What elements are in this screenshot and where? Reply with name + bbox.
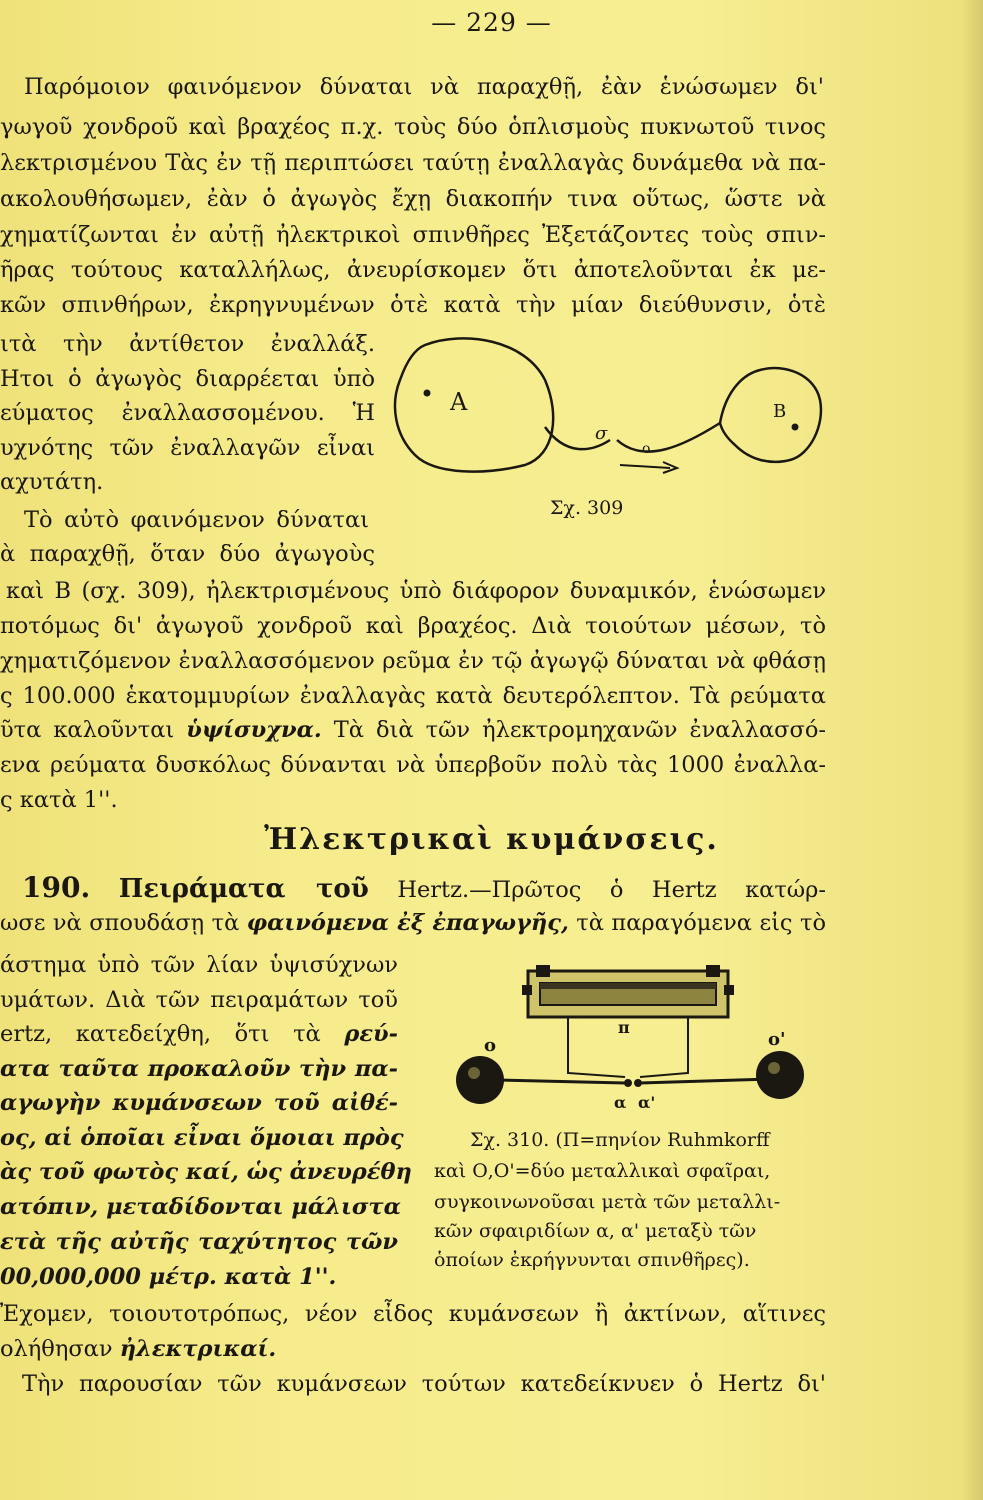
text-line [0,908,826,938]
conductor-A [395,338,553,471]
text-line: καὶ Β (σχ. 309), ἠλεκτρισμένους ὑπὸ διάφορον δυναμικόν, ἑνώσωμεν [6,578,826,604]
text-line [0,1019,398,1049]
text-line: ιτὰ τὴν ἀντίθετον ἐναλλάξ. [0,331,375,357]
sphere-O [456,1056,504,1104]
ruhmkorff-coil [522,965,734,1017]
wire-right [617,423,720,452]
emphasis-electric: ἠλεκτρικαί. [119,1336,277,1362]
section-190-title-line [22,873,826,905]
text-line: ὰ παραχθῇ, ὅταν δύο ἀγωγοὺς [0,541,375,567]
text-run: ῦτα καλοῦνται [0,717,175,743]
text-line: λεκτρισμένου Τὰς ἐν τῇ περιπτώσει ταύτῃ ἐναλλαγὰς δυνάμεθα νὰ πα- [0,150,826,176]
text-line: υμάτων. Διὰ τῶν πειραμάτων τοῦ [0,987,398,1013]
figure-310-caption-line: καὶ Ο,Ο'=δύο μεταλλικαὶ σφαῖραι, [434,1160,771,1182]
text-run: τὰ παραγόμενα εἰς τὸ [576,910,826,936]
label-A: A [450,388,468,416]
sphere-O-prime [756,1051,804,1099]
figure-310-caption-line: ὁποίων ἐκρήγνυνται σπινθῆρες). [434,1249,750,1271]
text-run: Hertz.—Πρῶτος ὁ Hertz κατώρ- [397,877,826,903]
emphasis-induction: φαινόμενα ἐξ ἐπαγωγῆς, [246,910,569,936]
label-B: B [773,401,787,422]
section-heading: Ἠλεκτρικαὶ κυμάνσεις. [264,822,719,857]
text-line: χηματίζωνται ἐν αὐτῇ ἠλεκτρικοὶ σπινθῆρες Ἐξετάζοντες τοὺς σπιν- [0,222,826,248]
text-line: χηματιζόμενον ἐναλλασσόμενον ρεῦμα ἐν τῷ ἀγωγῷ δύναται νὰ φθάσῃ [0,648,826,674]
text-run: ωσε νὰ σπουδάσῃ τὰ [0,910,240,936]
conductor-B [720,368,821,462]
emphasis-line: ατα ταῦτα προκαλοῦν τὴν πα- [0,1056,398,1082]
text-line: ενα ρεύματα δυσκόλως δύνανται νὰ ὑπερβοῦν πολὺ τὰς 1000 ἐναλλα- [0,752,826,778]
text-line: γωγοῦ χονδροῦ καὶ βραχέος π.χ. τοὺς δύο ὁπλισμοὺς πυκνωτοῦ τινος [0,114,826,140]
emphasis-line: ατόπιν, μεταδίδονται μάλιστα [0,1194,401,1220]
emphasis-hypsisychna: ὑψίσυχνα. [186,717,322,743]
text-line: ς 100.000 ἑκατομμυρίων ἐναλλαγὰς κατὰ δευτερόλεπτον. Τὰ ρεύματα [0,683,826,709]
label-sigma: σ [595,423,608,444]
text-line: Ἐχομεν, τοιουτοτρόπως, νέον εἶδος κυμάνσεων ἢ ἀκτίνων, αἵτινες [0,1301,826,1327]
figure-310-caption-line: Σχ. 310. (Π=πηνίον Ruhmkorff [470,1129,770,1151]
emphasis-line: αγωγὴν κυμάνσεων τοῦ αἰθέ- [0,1090,398,1116]
section-title: Πειράματα τοῦ [118,874,369,904]
emphasis-run: ρεύ- [344,1021,398,1047]
label-pi: π [618,1018,630,1037]
text-line: εύματος ἐναλλασσομένου. Ἡ [0,400,375,426]
text-line: άστημα ὑπὸ τῶν λίαν ὑψισύχνων [0,952,398,978]
text-line: Παρόμοιον φαινόμενον δύναται νὰ παραχθῇ, ἐὰν ἑνώσωμεν δι' [24,74,824,100]
page-edge-shadow [961,0,983,1500]
page-number: — 229 — [431,8,552,37]
emphasis-line: 00,000,000 μέτρ. κατὰ 1''. [0,1264,337,1290]
text-line: ς κατὰ 1''. [0,787,118,813]
text-run: Τὰ διὰ τῶν ἠλεκτρομηχανῶν ἐναλλασσό- [333,717,827,743]
text-line: ακολουθήσωμεν, ἐὰν ὁ ἀγωγὸς ἔχῃ διακοπήν τινα οὕτως, ὥστε νὰ [0,186,826,212]
text-line [0,715,826,745]
text-line: ποτόμως δι' ἀγωγοῦ χονδροῦ καὶ βραχέος. Διὰ τοιούτων μέσων, τὸ [0,613,826,639]
text-line: ῆρας τούτους καταλλήλως, ἀνευρίσκομεν ὅτι ἀποτελοῦνται ἐκ με- [0,257,826,283]
text-run: ertz, κατεδείχθη, ὅτι τὰ [0,1021,321,1047]
text-line: υχνότης τῶν ἐναλλαγῶν εἶναι [0,435,375,461]
figure-310-caption-line: συγκοινωνοῦσαι μετὰ τῶν μεταλλι- [434,1191,781,1213]
text-run: ολήθησαν [0,1336,113,1362]
emphasis-line: ετὰ τῆς αὐτῆς ταχύτητος τῶν [0,1229,398,1255]
figure-310-caption-line: κῶν σφαιριδίων α, α' μεταξὺ τῶν [434,1220,757,1242]
label-a-prime: α' [638,1093,656,1112]
label-a: α [614,1093,627,1112]
text-line: Τὴν παρουσίαν τῶν κυμάνσεων τούτων κατεδείκνυεν ὁ Hertz δι' [22,1371,826,1397]
text-line: κῶν σπινθήρων, ἐκρηγνυμένων ὁτὲ κατὰ τὴν μίαν διεύθυνσιν, ὁτὲ [0,292,826,318]
emphasis-line: ος, αἱ ὁποῖαι εἶναι ὅμοιαι πρὸς [0,1125,404,1151]
figure-310 [450,965,810,1125]
label-o-prime: o' [768,1029,786,1050]
figure-309-caption: Σχ. 309 [550,497,624,519]
text-line: Ητοι ὁ ἀγωγὸς διαρρέεται ὑπὸ [0,366,375,392]
emphasis-line: ὰς τοῦ φωτὸς καί, ὡς ἀνευρέθη [0,1159,412,1185]
text-line: Τὸ αὐτὸ φαινόμενον δύναται [24,507,369,533]
text-line [0,1334,826,1364]
label-o: ο [642,441,651,457]
label-o: o [484,1035,497,1056]
text-line: αχυτάτη. [0,469,104,495]
section-number: 190. [22,871,91,904]
